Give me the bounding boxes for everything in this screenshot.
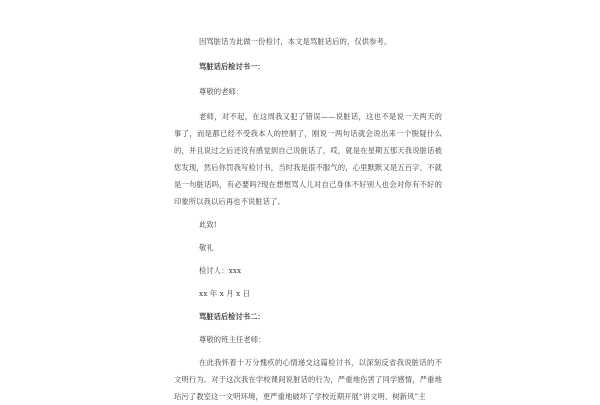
date-1: xx 年 x 月 x 日 (199, 289, 251, 298)
body-paragraph-1: 老师，对不起，在这周我又犯了错误——说脏话，这也不是说一天两天的事了，而是都已经不受我本人的控制了，刚说一两句话就会说出来一个脱疑什么的，并且说过之后还没有感觉到自己说脏话了，哎，就是在星期五那天我说脏话被您发现，然后你罚我写检讨书，当时我是很不服气的，心里默默又是五百字，不就是一句脏话吗，有必要吗?现在想想骂人儿对自己身体不好别人也会对你有不好的印象所以我以后再也不说脏话了。 (174, 112, 442, 206)
salutation-1: 尊敬的老师： (199, 87, 244, 96)
closing-1: 此致! (199, 220, 217, 229)
section-heading-2: 骂脏话后检讨书二： (199, 312, 265, 321)
signer-1: 检讨人：xxx (199, 266, 242, 275)
regards-1: 敬礼 (199, 243, 214, 252)
salutation-2: 尊敬的班主任老师： (199, 335, 266, 344)
body-paragraph-2: 在此我怀着十万分愧疚的心情递交这篇检讨书，以深刻反省我说脏话的不文明行为。对于这次我在学校课间说脏话的行为，严重地伤害了同学感情，严重地玷污了教室这一文明环境，更严重地破坏了学校近期开展“讲文明、树新风”主 (174, 358, 442, 401)
intro-paragraph: 因骂脏话为此做一份检讨，本文是骂脏话后的，仅供参考。 (199, 37, 392, 46)
section-heading-1: 骂脏话后检讨书一： (199, 62, 265, 71)
document-content (174, 33, 442, 405)
